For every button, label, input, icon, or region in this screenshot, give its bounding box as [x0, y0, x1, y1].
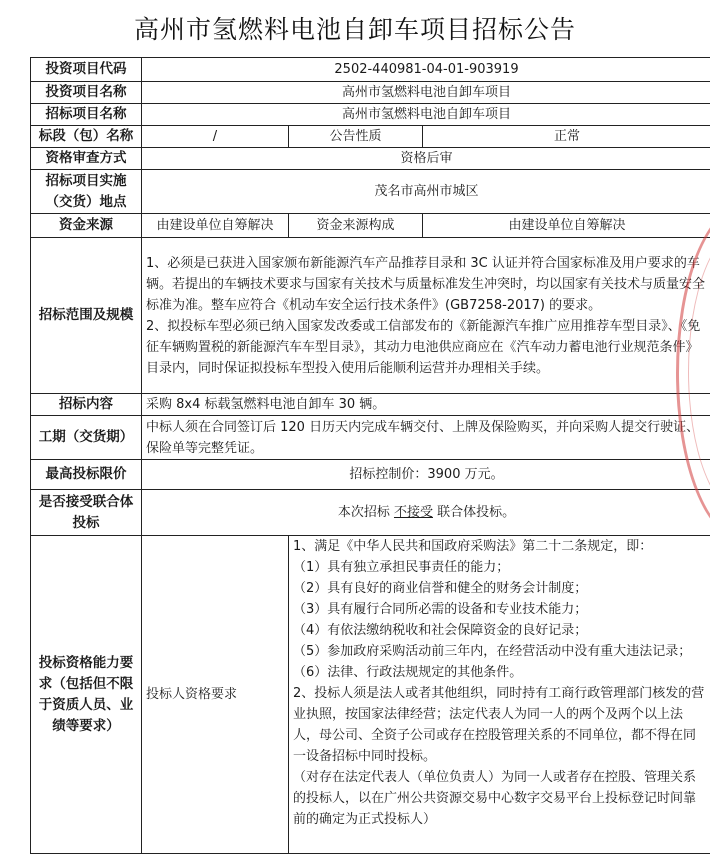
- funding-structure-label: 资金来源构成: [289, 214, 423, 238]
- scope-paragraph-2: 2、拟投标车型必须已纳入国家发改委或工信部发布的《新能源汽车推广应用推荐车型目录》、《免征车辆购置税的新能源汽车车型目录》，其动力电池供应商应在《汽车动力蓄电池行业规范条件》目录内，同时保证拟投标车型投入使用后能顺利运营并办理相关手续。: [146, 318, 701, 376]
- project-name-value: 高州市氢燃料电池自卸车项目: [142, 82, 710, 104]
- requirement-item: （2）具有良好的商业信誉和健全的财务会计制度；: [293, 581, 588, 596]
- consortium-prefix: 本次招标: [337, 505, 390, 520]
- requirement-item: （4）有依法缴纳税收和社会保障资金的良好记录；: [293, 623, 588, 638]
- project-code-label: 投资项目代码: [31, 58, 142, 82]
- funding-structure-value: 由建设单位自筹解决: [423, 214, 710, 238]
- tender-name-label: 招标项目名称: [31, 104, 142, 126]
- requirement-item: （1）具有独立承担民事责任的能力；: [293, 560, 510, 575]
- consortium-suffix: 联合体投标。: [437, 505, 516, 520]
- tender-name-value: 高州市氢燃料电池自卸车项目: [142, 104, 710, 126]
- page-title: 高州市氢燃料电池自卸车项目招标公告: [133, 15, 576, 44]
- section-label: 标段（包）名称: [31, 126, 142, 148]
- period-label: 工期（交货期）: [31, 416, 142, 460]
- row-tender-name: [31, 104, 710, 126]
- announcement-table: [30, 57, 710, 854]
- funding-label: 资金来源: [31, 214, 142, 238]
- scope-content: [142, 238, 710, 394]
- scope-paragraph-1: 1、必须是已获进入国家颁布新能源汽车产品推荐目录和 3C 认证并符合国家标准及用户要求的车辆。若提出的车辆技术要求与国家有关技术与质量标准发生冲突时，均以国家有关技术与质量安全标准为准。整车应符合《机动车安全运行技术条件》(GB7258-2017) 的要求。: [146, 255, 706, 313]
- requirement-item: （5）参加政府采购活动前三年内，在经营活动中没有重大违法记录；: [293, 644, 692, 659]
- location-label: [31, 170, 142, 214]
- project-name-label: 投资项目名称: [31, 82, 142, 104]
- requirement-item: 1、满足《中华人民共和国政府采购法》第二十二条规定，即：: [293, 539, 653, 554]
- bidder-requirements-sublabel: 投标人资格要求: [142, 536, 289, 854]
- bidder-requirements-label: 投标资格能力要求（包括但不限于资质人员、业绩等要求）: [31, 536, 142, 854]
- content-label: 招标内容: [31, 394, 142, 416]
- consortium-choice: 不接受: [393, 505, 433, 520]
- consortium-value: [142, 490, 710, 536]
- max-price-label: 最高投标限价: [31, 460, 142, 490]
- row-project-name: [31, 82, 710, 104]
- period-value: 中标人须在合同签订后 120 日历天内完成车辆交付、上牌及保险购买，并向采购人提交行驶证、保险单等完整凭证。: [142, 416, 710, 460]
- row-bidder-requirements: [31, 536, 710, 854]
- qualification-method-label: 资格审查方式: [31, 148, 142, 170]
- row-content: [31, 394, 710, 416]
- location-value: 茂名市高州市城区: [142, 170, 710, 214]
- row-location: [31, 170, 710, 214]
- row-max-price: [31, 460, 710, 490]
- scope-label: 招标范围及规模: [31, 238, 142, 394]
- row-section: [31, 126, 710, 148]
- project-code-value: 2502-440981-04-01-903919: [142, 58, 710, 82]
- bidder-requirements-list: [289, 536, 710, 854]
- row-consortium: [31, 490, 710, 536]
- requirement-item: （6）法律、行政法规规定的其他条件。: [293, 665, 523, 680]
- row-scope: [31, 238, 710, 394]
- notice-nature-label: 公告性质: [289, 126, 423, 148]
- max-price-value: 招标控制价：3900 万元。: [142, 460, 710, 490]
- row-funding: [31, 214, 710, 238]
- requirement-item: （3）具有履行合同所必需的设备和专业技术能力；: [293, 602, 588, 617]
- location-label-line2: （交货）地点: [45, 193, 127, 210]
- row-qualification-method: [31, 148, 710, 170]
- qualification-method-value: 资格后审: [142, 148, 710, 170]
- funding-value: 由建设单位自筹解决: [142, 214, 289, 238]
- notice-nature-value: 正常: [423, 126, 710, 148]
- consortium-label: 是否接受联合体投标: [31, 490, 142, 536]
- requirement-item: （对存在法定代表人（单位负责人）为同一人或者存在控股、管理关系的投标人，以在广州公共资源交易中心数字交易平台上投标登记时间靠前的确定为正式投标人）: [293, 770, 697, 827]
- requirement-item: 2、投标人须是法人或者其他组织，同时持有工商行政管理部门核发的营业执照，按国家法律经营；法定代表人为同一人的两个及两个以上法人，母公司、全资子公司或存在控股管理关系的不同单位，都不得在同一设备招标中同时投标。: [293, 686, 705, 764]
- content-value: 采购 8x4 标载氢燃料电池自卸车 30 辆。: [142, 394, 710, 416]
- row-project-code: [31, 58, 710, 82]
- location-label-line1: 招标项目实施: [45, 172, 127, 189]
- row-period: [31, 416, 710, 460]
- section-value: /: [142, 126, 289, 148]
